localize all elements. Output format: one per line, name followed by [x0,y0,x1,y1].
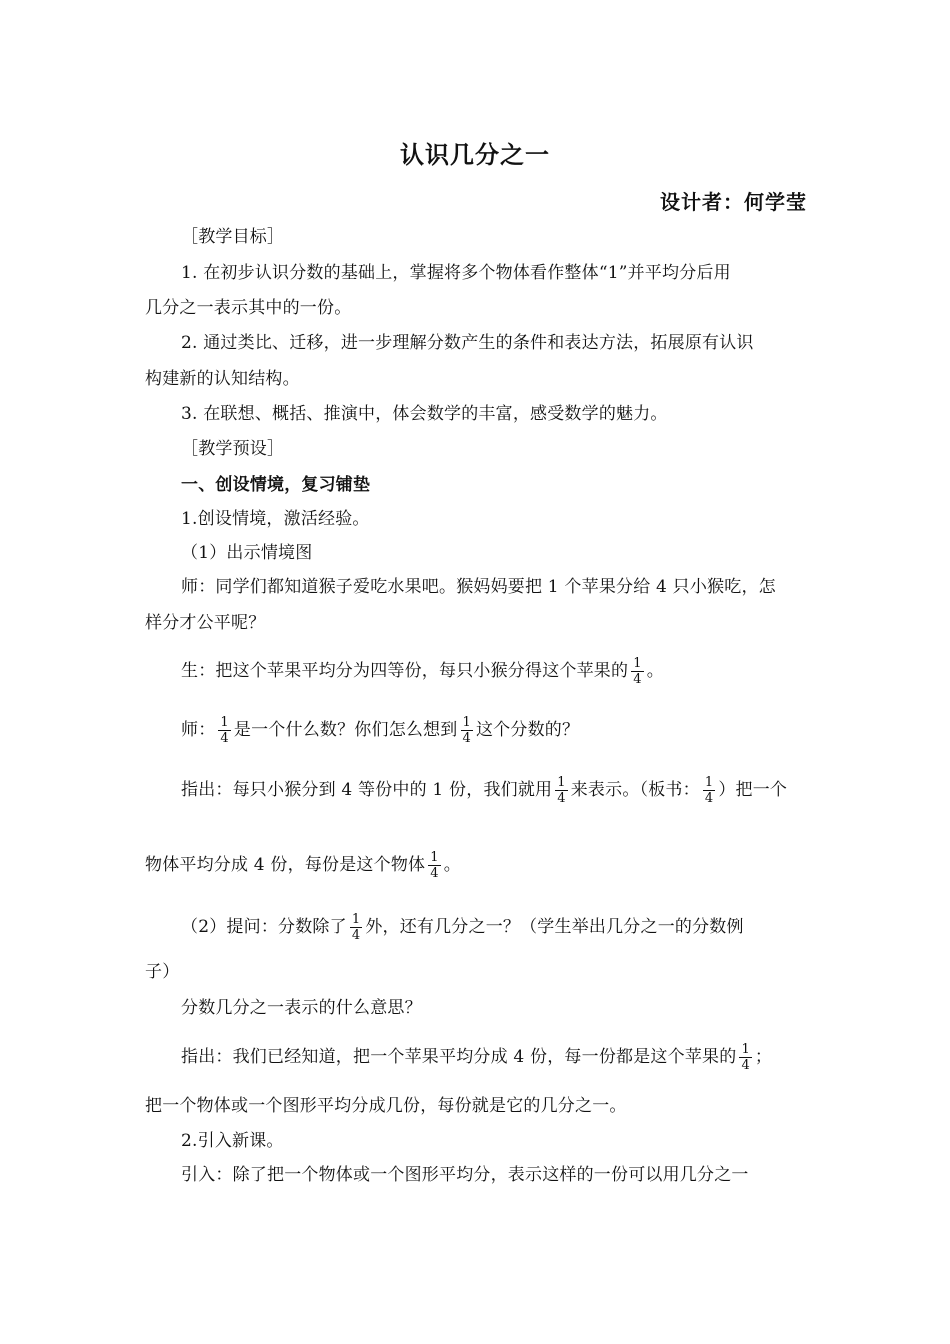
fraction [428,851,440,880]
document-title: 认识几分之一 [400,141,550,169]
point-line-2 [145,1043,843,1072]
question-text-b: 外，还有几分之一？（学生举出几分之一的分数例 [365,917,744,937]
fraction-denominator: 4 [741,1058,750,1073]
point-line-1-continued [145,851,807,880]
teacher-2-middle: 是一个什么数？你们怎么想到 [233,720,458,740]
fraction-numerator: 1 [351,912,361,927]
fraction [461,716,473,745]
fraction-numerator: 1 [557,775,566,790]
subsection-1-1: （1）出示情境图 [181,543,313,563]
fraction [350,913,362,942]
fraction-denominator: 4 [557,791,566,806]
point-line-2-continued: 把一个物体或一个图形平均分成几份，每份就是它的几分之一。 [145,1096,627,1116]
point-2-text-b: ； [754,1047,773,1067]
question-text-a: （2）提问：分数除了 [181,917,347,937]
teacher-line-2 [145,716,843,745]
teacher-line-1a: 师：同学们都知道猴子爱吃水果吧。猴妈妈要把 1 个苹果分给 4 只小猴吃，怎 [181,577,776,597]
point-1-text-d: 物体平均分成 4 份，每份是这个物体 [145,855,426,875]
fraction [218,716,230,745]
question-line [145,913,843,942]
fraction-numerator: 1 [633,656,642,671]
fraction-numerator: 1 [462,715,471,730]
fraction-numerator: 1 [741,1042,750,1057]
point-line-1 [145,776,843,805]
point-2-text-a: 指出：我们已经知道，把一个苹果平均分成 4 份，每一份都是这个苹果的 [181,1047,737,1067]
student-line [145,657,843,686]
goal-2-line-1: 2. 通过类比、迁移，进一步理解分数产生的条件和表达方法，拓展原有认识 [181,333,754,353]
fraction-denominator: 4 [462,731,471,746]
fraction-numerator: 1 [704,775,714,790]
subsection-2: 2.引入新课。 [181,1131,284,1151]
preset-heading: ［教学预设］ [181,439,285,459]
fraction-denominator: 4 [430,866,439,881]
fraction-denominator: 4 [220,731,229,746]
intro-line: 引入：除了把一个物体或一个图形平均分，表示这样的一份可以用几分之一 [181,1165,749,1185]
point-1-text-b: 来表示。（板书： [570,780,700,800]
fraction [703,776,715,805]
question-line-continued: 子） [145,962,180,982]
goal-1-line-2: 几分之一表示其中的一份。 [145,298,352,318]
point-1-text-a: 指出：每只小猴分到 4 等份中的 1 份，我们就用 [181,780,553,800]
author-line: 设计者：何学莹 [660,190,807,214]
student-end: 。 [646,661,664,681]
fraction-numerator: 1 [220,715,229,730]
student-text: 生：把这个苹果平均分为四等份，每只小猴分得这个苹果的 [181,661,629,681]
teacher-line-1b: 样分才公平呢？ [145,613,266,633]
goal-3: 3. 在联想、概括、推演中，体会数学的丰富，感受数学的魅力。 [181,404,668,424]
point-1-text-e: 。 [443,855,461,875]
fraction-denominator: 4 [704,791,714,806]
goal-2-line-2: 构建新的认知结构。 [145,369,300,389]
fraction-numerator: 1 [430,850,439,865]
teacher-2-prefix: 师： [181,720,216,740]
fraction-denominator: 4 [633,672,642,687]
teacher-2-end: 这个分数的？ [475,720,580,740]
goals-heading: ［教学目标］ [181,227,285,247]
fraction [555,776,567,805]
meaning-question: 分数几分之一表示的什么意思？ [181,998,422,1018]
point-1-text-c: ）把一个 [718,780,788,800]
section-1-heading: 一、创设情境，复习铺垫 [181,475,371,495]
fraction-denominator: 4 [351,928,361,943]
fraction [631,657,643,686]
subsection-1: 1.创设情境，激活经验。 [181,509,370,529]
fraction [739,1043,751,1072]
goal-1-line-1: 1. 在初步认识分数的基础上，掌握将多个物体看作整体“1”并平均分后用 [181,263,731,283]
